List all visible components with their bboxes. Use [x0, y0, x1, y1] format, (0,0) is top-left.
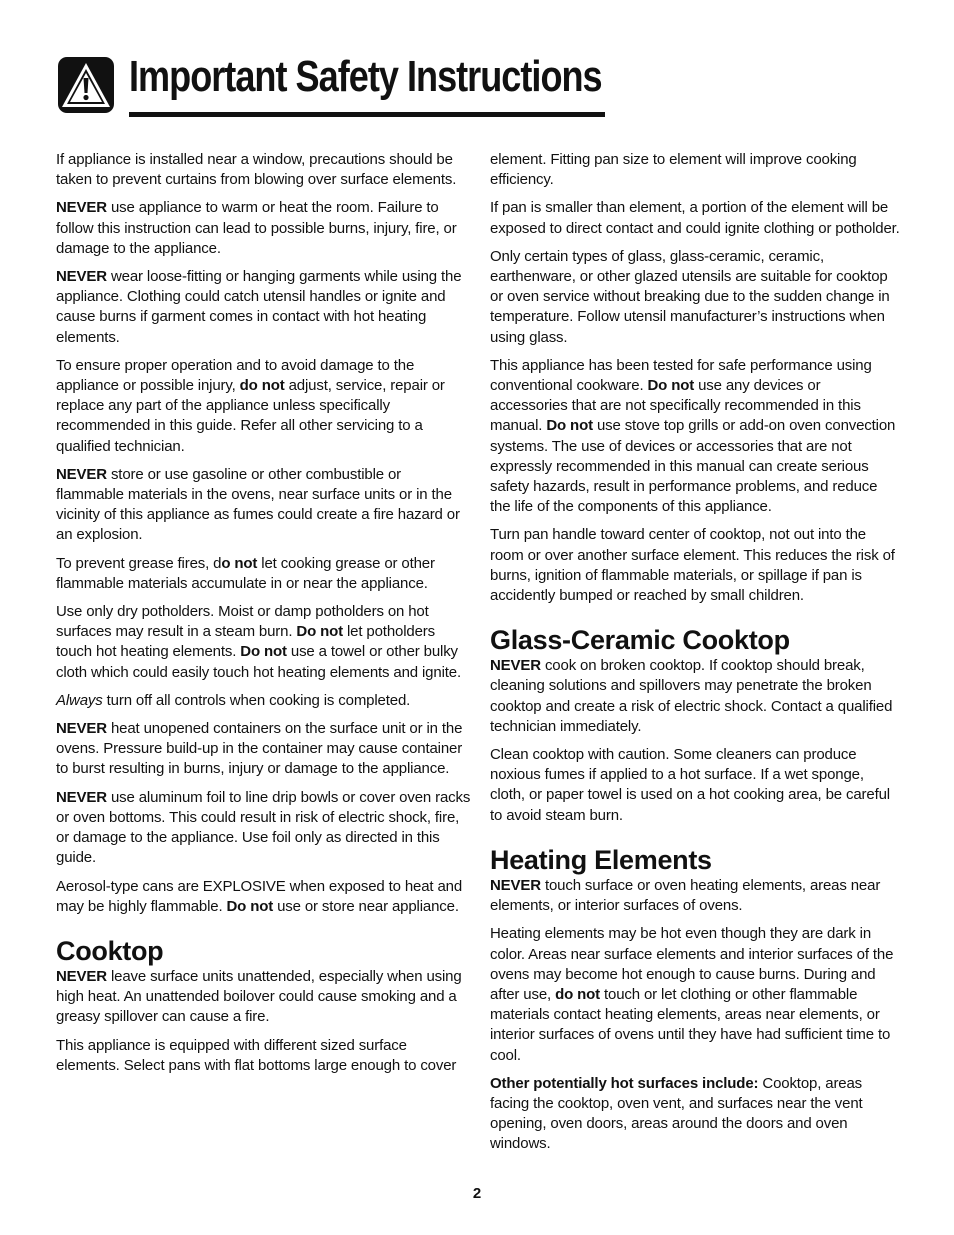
paragraph: Turn pan handle toward center of cooktop, not out into the room or over another surface element. This reduces the risk of burns, ignition of flammable materials, or spillage if pan is accidently bumped or reached by small children.	[490, 526, 895, 605]
paragraph: Clean cooktop with caution. Some cleaners can produce noxious fumes if applied to a hot surface. If a wet sponge, cloth, or paper towel is used on a hot cooking area, be careful to avoid steam burn.	[490, 746, 890, 824]
paragraph: To prevent grease fires, do not let cooking grease or other flammable materials accumulate in or near the appliance.	[56, 554, 435, 592]
paragraph: Only certain types of glass, glass-ceramic, ceramic, earthenware, or other glazed utensils are suitable for cooktop or oven service without breaking due to the sudden change in temperature. Follow utensil manufacturer’s instructions when using glass.	[490, 247, 890, 346]
paragraph: Aerosol-type cans are EXPLOSIVE when exposed to heat and may be highly flammable. Do not use or store near appliance.	[56, 877, 463, 915]
section-heading-cooktop: Cooktop	[56, 935, 164, 966]
paragraph: NEVER store or use gasoline or other combustible or flammable materials in the ovens, near surface units or in the vicinity of this appliance as fumes could create a fire hazard or an explosion.	[56, 465, 460, 544]
paragraph: This appliance is equipped with different sized surface elements. Select pans with flat bottoms large enough to cover	[56, 1036, 457, 1074]
paragraph: NEVER wear loose-fitting or hanging garments while using the appliance. Clothing could catch utensil handles or ignite and cause burns if garment comes in contact with hot heating elements.	[56, 268, 462, 346]
paragraph: NEVER leave surface units unattended, especially when using high heat. An unattended boilover could cause smoking and a greasy spillover can cause a fire.	[56, 967, 462, 1026]
left-column	[56, 150, 471, 1084]
page-title: Important Safety Instructions	[129, 52, 602, 101]
section-heading-glass-ceramic-cooktop: Glass-Ceramic Cooktop	[490, 625, 790, 656]
paragraph: NEVER use appliance to warm or heat the room. Failure to follow this instruction can lead to possible burns, injury, fire, or damage to the appliance.	[56, 199, 457, 257]
paragraph: Heating elements may be hot even though they are dark in color. Areas near surface elements and interior surfaces of the ovens may become hot enough to cause burns. During and after use, do not touch or let clothing or other flammable materials contact heating elements, areas near elements, or interior surfaces of ovens until they have had sufficient time to cool.	[490, 925, 894, 1064]
paragraph: NEVER use aluminum foil to line drip bowls or cover oven racks or oven bottoms. This could result in risk of electric shock, fire, or damage to the appliance. Use foil only as directed in this guide.	[56, 788, 471, 867]
paragraph: Other potentially hot surfaces include: Cooktop, areas facing the cooktop, oven vent, and surfaces near the vent opening, oven doors, areas around the doors and oven windows.	[490, 1074, 863, 1153]
paragraph: This appliance has been tested for safe performance using conventional cookware. Do not use any devices or accessories that are not specifically recommended in this manual. Do not use stove top grills or add-on oven convection systems. The use of devices or accessories that are not expressly recommended in this manual can create serious safety hazards, result in performance problems, and reduce the life of the components of this appliance.	[490, 356, 896, 516]
paragraph: Use only dry potholders. Moist or damp potholders on hot surfaces may result in a steam burn. Do not let potholders touch hot heating elements. Do not use a towel or other bulky cloth which could easily touch hot heating elements and ignite.	[56, 603, 461, 681]
paragraph: To ensure proper operation and to avoid damage to the appliance or possible injury, do not adjust, service, repair or replace any part of the appliance unless specifically recommended in this guide. Refer all other servicing to a qualified technician.	[56, 356, 445, 455]
paragraph: NEVER touch surface or oven heating elements, areas near elements, or interior surfaces of ovens.	[490, 876, 881, 915]
warning-exclamation-icon	[57, 56, 115, 114]
page-header	[57, 52, 617, 120]
right-column	[490, 150, 900, 1163]
paragraph: If appliance is installed near a window, precautions should be taken to prevent curtains from blowing over surface elements.	[56, 151, 457, 189]
section-heading-heating-elements: Heating Elements	[490, 844, 712, 875]
title-underline	[129, 112, 605, 117]
page-number: 2	[472, 1185, 482, 1202]
paragraph: NEVER heat unopened containers on the surface unit or in the ovens. Pressure build-up in the container may cause container to burst resulting in burns, injury or damage to the appliance.	[56, 720, 463, 778]
paragraph: Always turn off all controls when cooking is completed.	[56, 691, 411, 709]
paragraph: If pan is smaller than element, a portion of the element will be exposed to direct contact and could ignite clothing or potholder.	[490, 199, 900, 237]
paragraph: element. Fitting pan size to element will improve cooking efficiency.	[490, 151, 857, 189]
paragraph: NEVER cook on broken cooktop. If cooktop should break, cleaning solutions and spillovers may penetrate the broken cooktop and create a risk of electric shock. Contact a qualified technician immediately.	[490, 657, 893, 735]
